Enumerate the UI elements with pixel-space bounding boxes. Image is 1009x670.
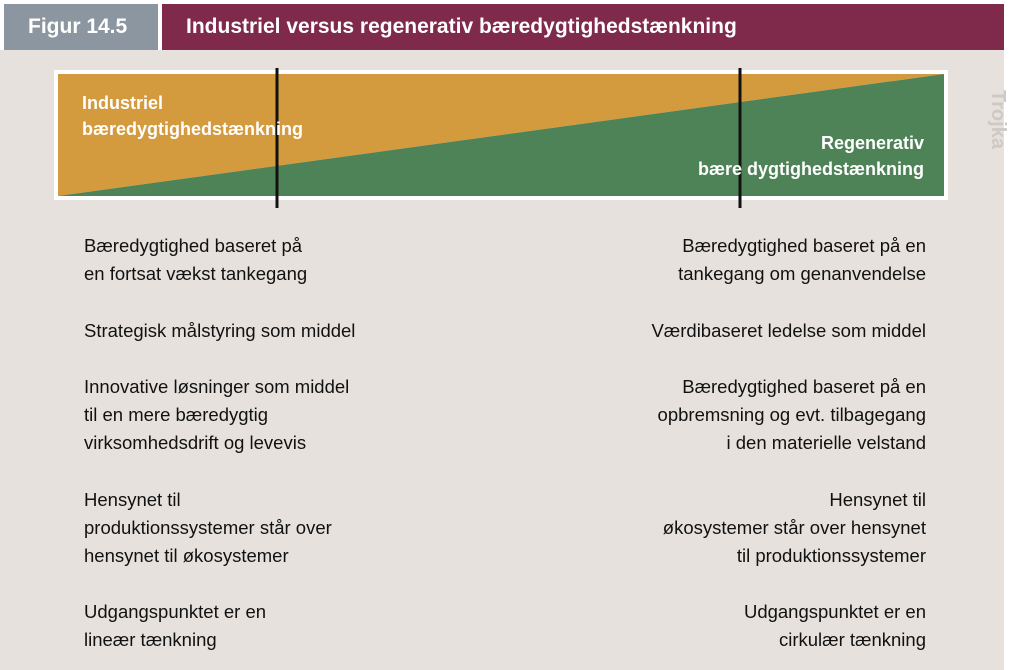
- industrial-statement: Udgangspunktet er en lineær tænkning: [84, 601, 267, 650]
- regenerative-statement: Værdibaseret ledelse som middel: [651, 320, 926, 341]
- regenerative-statement: Hensynet til økosystemer står over hensynet til produktionssystemer: [662, 489, 926, 566]
- publisher-watermark: Trojka: [986, 90, 1009, 149]
- industrial-statement: Innovative løsninger som middel til en mere bæredygtig virksomhedsdrift og levevis: [84, 376, 350, 453]
- regenerative-statement: Udgangspunktet er en cirkulær tænkning: [743, 601, 926, 650]
- figure-number: Figur 14.5: [4, 4, 158, 50]
- regenerative-statement: Bæredygtighed baseret på en tankegang om genanvendelse: [678, 235, 926, 284]
- figure-title: Industriel versus regenerativ bæredygtighedstænkning: [162, 4, 1004, 50]
- regenerative-label: Regenerativ bære dygtighedstænkning: [697, 133, 924, 179]
- regenerative-statement: Bæredygtighed baseret på en opbremsning og evt. tilbagegang i den materielle velstand: [657, 376, 926, 453]
- industrial-label: Industriel bæredygtighedstænkning: [82, 93, 304, 139]
- industrial-statement: Strategisk målstyring som middel: [84, 320, 356, 341]
- industrial-statement: Hensynet til produktionssystemer står over hensynet til økosystemer: [84, 489, 332, 566]
- industrial-statement: Bæredygtighed baseret på en fortsat vækst tankegang: [84, 235, 308, 284]
